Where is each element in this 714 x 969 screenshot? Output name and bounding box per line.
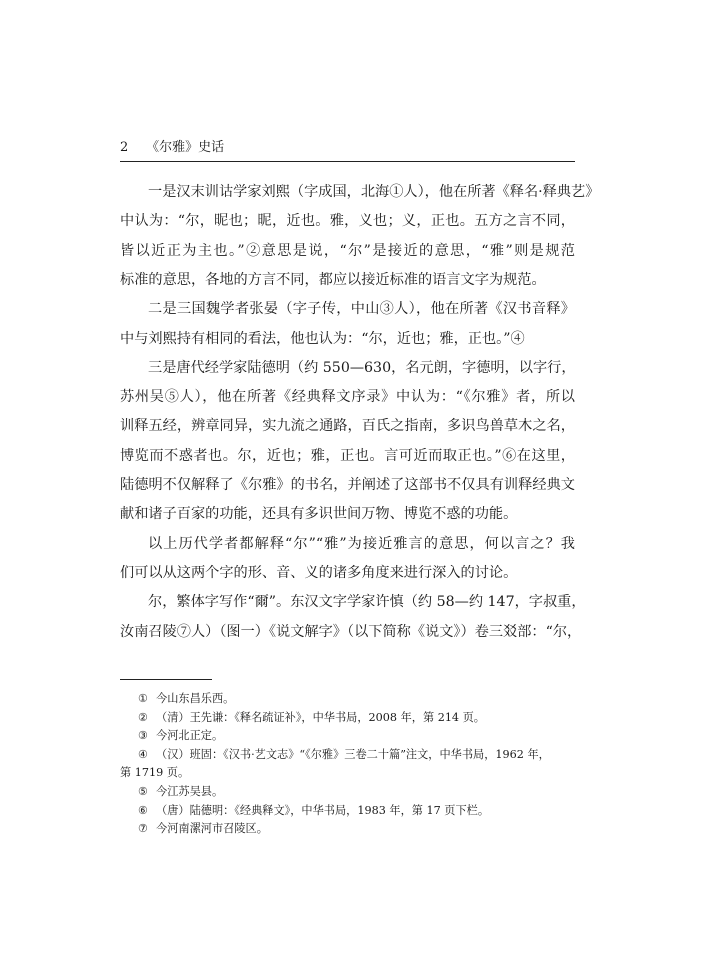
text-line: 中认为：“尔，昵也；昵，近也。雅，义也；义，正也。五方之言不同， [120,213,575,230]
text-line: 中与刘熙持有相同的看法，他也认为：“尔，近也；雅，正也。”④ [120,330,525,347]
footnote-number: ④ [137,747,148,761]
text-line: 标准的意思，各地的方言不同，都应以接近标准的语言文字为规范。 [120,271,546,288]
footnote [120,764,575,782]
footnote-rule [120,679,212,680]
footnote-number: ⑥ [137,803,148,817]
running-header [120,138,575,158]
text-line: 二是三国魏学者张晏（字子传，中山③人），他在所著《汉书音释》 [148,301,575,318]
footnote-text: （清）王先谦：《释名疏证补》，中华书局，2008 年，第 214 页。 [156,710,485,724]
header-rule [120,161,575,162]
page-number: 2 [120,140,129,155]
footnote-text: （汉）班固：《汉书·艺文志》“《尔雅》三卷二十篇”注文，中华书局，1962 年， [156,747,550,761]
text-line: 汝南召陵⑦人）（图一）《说文解字》（以下简称《说文》）卷三㸚部：“尔， [120,623,582,640]
footnote [120,709,575,727]
footnote-number: ② [137,710,148,724]
footnote [120,783,575,801]
text-line: 训释五经，辨章同异，实九流之通路，百氏之指南，多识鸟兽草木之名， [120,418,575,435]
book-title: 《尔雅》史话 [146,140,225,155]
text-line: 一是汉末训诂学家刘熙（字成国，北海①人），他在所著《释名·释典艺》 [148,184,600,200]
footnote-number: ⑦ [137,822,148,836]
footnote [120,727,575,745]
text-line: 皆以近正为主也。”②意思是说，“尔”是接近的意思，“雅”则是规范 [120,242,575,259]
footnote-text: 今山东昌乐西。 [156,692,235,705]
text-line: 三是唐代经学家陆德明（约 550—630，名元朗，字德明，以字行， [148,359,576,376]
footnote [120,820,575,838]
footnote-text: 今河南漯河市召陵区。 [156,822,268,836]
footnote [120,746,575,764]
text-line: 陆德明不仅解释了《尔雅》的书名，并阐述了这部书不仅具有训释经典文 [120,477,575,493]
text-line: 博览而不惑者也。尔，近也；雅，正也。言可近而取正也。”⑥在这里， [120,447,575,464]
text-line: 尔，繁体字写作“爾”。东汉文字学家许慎（约 58—约 147，字叔重， [148,594,586,611]
footnote-number: ⑤ [137,785,148,798]
footnote-number: ① [137,692,148,705]
footnote [120,690,575,708]
footnote-text: 今河北正定。 [156,729,224,743]
footnote [120,802,575,820]
text-line: 们可以从这两个字的形、音、义的诸多角度来进行深入的讨论。 [120,564,518,581]
footnote-text: 第 1719 页。 [120,766,190,780]
text-line: 以上历代学者都解释“尔”“雅”为接近雅言的意思，何以言之？我 [148,535,575,552]
footnote-number: ③ [137,729,148,743]
footnote-text: 今江苏吴县。 [156,785,224,798]
text-line: 苏州吴⑤人），他在所著《经典释文序录》中认为：“《尔雅》者，所以 [120,389,575,406]
footnote-text: （唐）陆德明：《经典释文》，中华书局，1983 年，第 17 页下栏。 [156,803,490,817]
text-line: 献和诸子百家的功能，还具有多识世间万物、博览不惑的功能。 [120,506,518,523]
